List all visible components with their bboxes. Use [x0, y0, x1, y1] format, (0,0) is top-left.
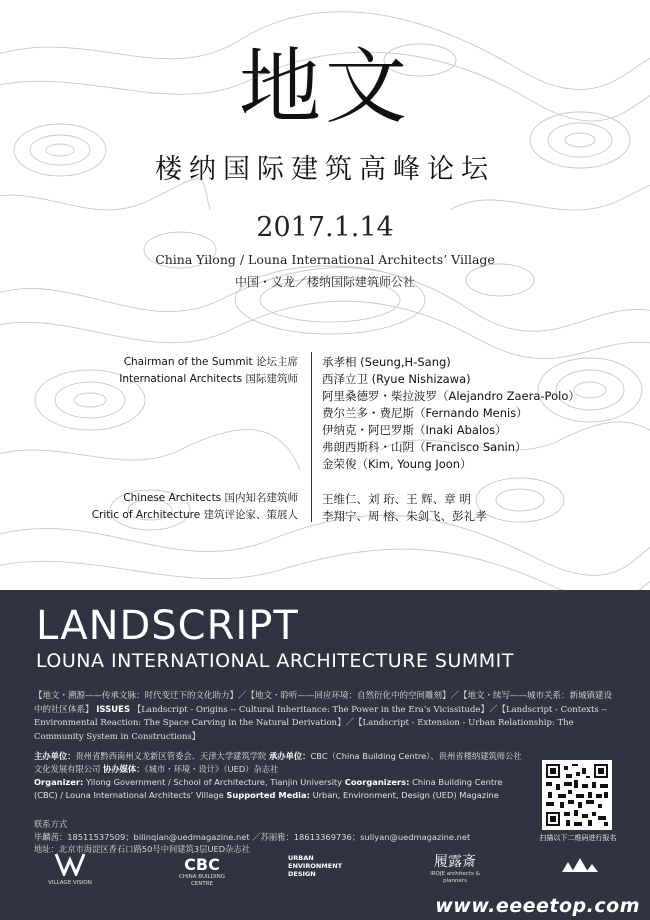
logo-text: URBAN ENVIRONMENT DESIGN [288, 854, 343, 878]
qr-code-graphic [544, 762, 610, 828]
issues-chinese: 【地文・溯源——传承文脉：时代变迁下的文化助力】／【地文・聆听——回应环境：自然衍化中的空间雕刻】／【地文・续写——城市关系：新城镇建设中的社区体系】 [34, 691, 613, 715]
role-international: International Architects 国际建筑师 [119, 373, 298, 385]
credit-value: China Building Centre (CBC) / Louna International Architects’ Village [34, 777, 503, 800]
participant-roles [92, 354, 298, 524]
name-item: 西泽立卫 (Ryue Nishizawa) [322, 372, 471, 386]
credit-label: 承办单位： [268, 751, 311, 761]
credit-value: 《城市・环境・设计》（UED）杂志社 [144, 764, 279, 774]
role-chinese: Chinese Architects 国内知名建筑师 [123, 492, 298, 504]
poster-title-sub: 楼纳国际建筑高峰论坛 [155, 154, 495, 185]
logo-text: CBC [184, 855, 220, 874]
contact-address: 地址：北京市海淀区香石口路50号中间建筑3层UED杂志社 [34, 844, 251, 854]
participant-names [322, 354, 580, 525]
credit-label: 主办单位： [34, 751, 76, 761]
sponsor-logos [0, 852, 650, 892]
summit-name: LOUNA INTERNATIONAL ARCHITECTURE SUMMIT [36, 650, 514, 672]
issues-label: ISSUES [96, 704, 131, 715]
credit-value: 贵州省黔西南州义龙新区管委会、天津大学建筑学院 [75, 751, 267, 761]
event-date: 2017.1.14 [256, 212, 394, 243]
name-item: 金荣俊（Kim, Young Joon） [322, 457, 472, 471]
contact-info [34, 818, 524, 856]
watermark-text: www.eeeetop.com [435, 895, 640, 917]
village-building-logo [550, 856, 610, 878]
name-item: 费尔兰多・费尼斯（Fernando Menis） [322, 406, 528, 420]
credit-value: Yilong Government / School of Architecture, Tianjin University [85, 777, 343, 787]
credit-value: Urban, Environment, Design (UED) Magazine [312, 790, 499, 800]
issues-text [34, 690, 618, 744]
credit-label: Coorganizers: [344, 777, 410, 787]
name-item: 李翔宁、周 榕、朱剑飞、彭礼孝 [322, 509, 487, 523]
logo-text: 履露斎 [434, 854, 476, 870]
brand-landscript: LANDSCRIPT [36, 603, 299, 649]
role-chairman: Chairman of the Summit 论坛主席 [123, 356, 298, 368]
issues-english: 【Landscript - Origins -- Cultural Inheritance: The Power in the Era’s Vicissitude】／【Landscript - Contexts -- Environmental Reaction: The Space Carving in the Natural Derivation】／【Landscript - Extension - Urban Relationship: The Community System in Constructions】 [34, 704, 608, 742]
names-divider [311, 352, 312, 522]
name-item: 承孝相 (Seung,H-Sang) [322, 355, 451, 369]
name-item: 阿里桑德罗・柴拉波罗（Alejandro Zaera-Polo） [322, 389, 580, 403]
contact-heading: 联系方式 [34, 819, 68, 829]
role-critic: Critic of Architecture 建筑评论家、策展人 [91, 509, 298, 521]
village-vision-icon [50, 852, 90, 876]
venue-english: China Yilong / Louna International Architects’ Village [155, 252, 495, 267]
qr-caption: 扫描以下二维码进行报名 [539, 834, 617, 842]
credits-text [34, 750, 524, 802]
credit-value: CBC（China Building Centre）、贵州省楼纳建筑师公社文化发展有限公司 [34, 751, 522, 774]
name-item: 弗朗西斯科・山阴（Francisco Sanin） [322, 440, 527, 454]
credit-label: Organizer: [34, 777, 84, 787]
qr-code-icon[interactable] [542, 760, 612, 830]
venue-chinese: 中国・义龙／楼纳国际建筑师公社 [234, 275, 415, 289]
building-icon [560, 856, 600, 874]
name-item: 王维仁、刘 珩、王 辉、章 明 [322, 492, 471, 506]
name-item: 伊纳克・阿巴罗斯（Inaki Abalos） [322, 423, 507, 437]
ued-logo [288, 854, 350, 878]
contact-line: 毕麟茜：18511537509；bilinqian@uedmagazine.net ／苏丽雅：18613369736；suliyan@uedmagazine.net [34, 831, 471, 842]
iroje-logo [420, 854, 490, 885]
cbc-logo [172, 856, 232, 888]
poster-title-main: 地文 [238, 40, 411, 135]
logo-caption: IROJE architects & planners [430, 871, 480, 884]
credit-label: 协办媒体： [103, 764, 145, 774]
poster-bottom-section [0, 590, 650, 920]
credit-label: Supported Media: [226, 790, 310, 800]
logo-caption: VILLAGE VISION [48, 880, 92, 886]
village-vision-logo [40, 852, 100, 887]
logo-caption: CHINA BUILDING CENTRE [179, 874, 225, 887]
